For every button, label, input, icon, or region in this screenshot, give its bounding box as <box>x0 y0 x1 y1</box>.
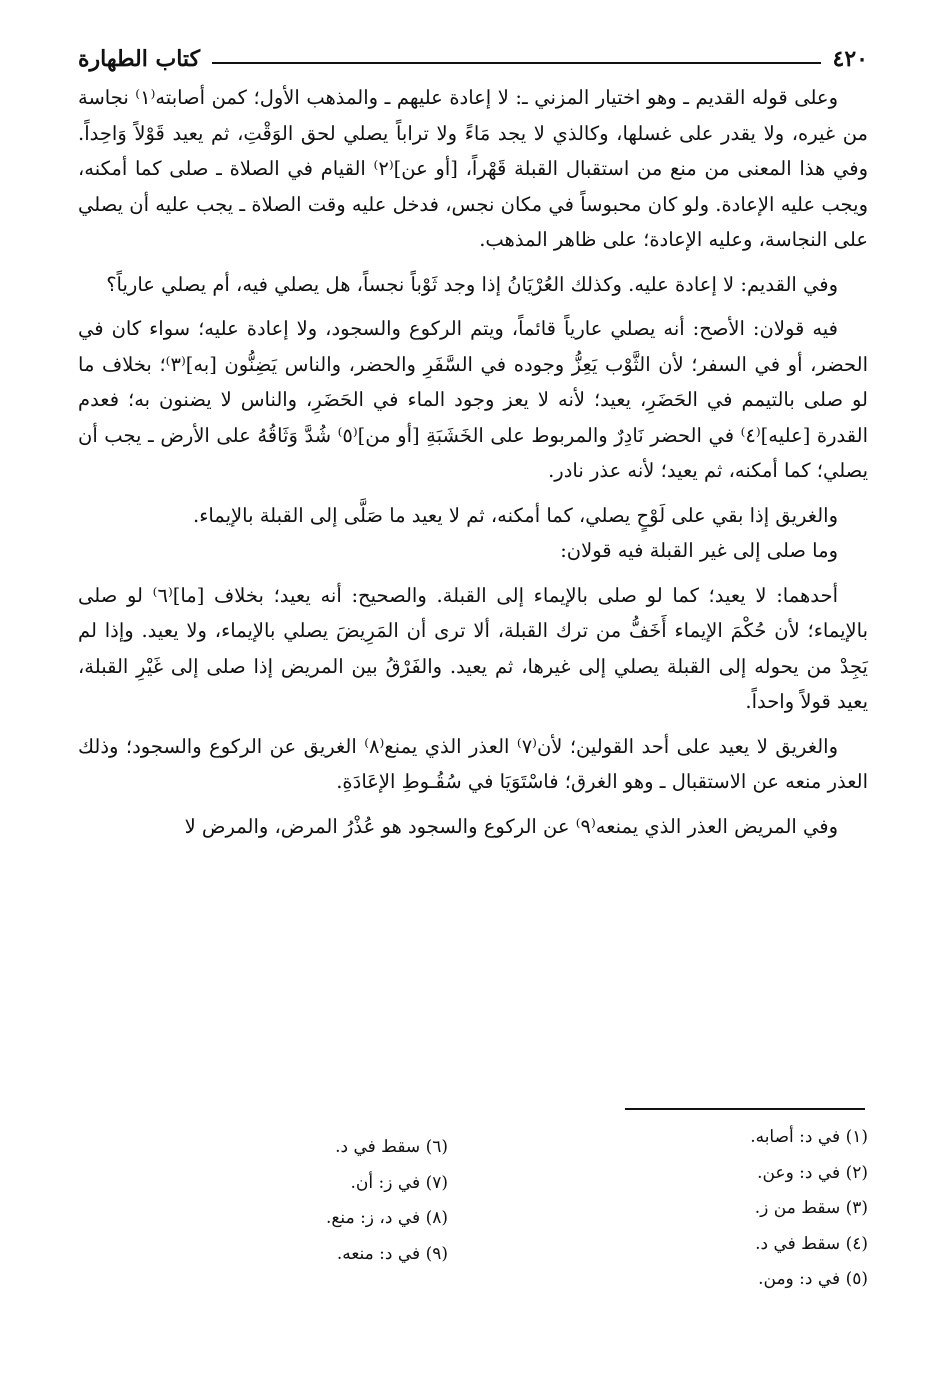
paragraph: والغريق إذا بقي على لَوْحٍ يصلي، كما أمكنه، ثم لا يعيد ما صَلَّى إلى القبلة بالإيماء. <box>193 503 838 527</box>
footnotes-left-column <box>108 1120 448 1300</box>
book-title: كتاب الطهارة <box>78 46 201 72</box>
page-header <box>78 32 868 72</box>
footnote: (٧) في ز: أن. <box>350 1172 448 1193</box>
footnotes-right-column <box>528 1120 868 1300</box>
footnote: (٦) سقط في د. <box>335 1137 448 1157</box>
footnote: (٢) في د: وعن. <box>757 1162 868 1183</box>
paragraph: فيه قولان: الأصح: أنه يصلي عارياً قائماً، ويتم الركوع والسجود، ولا إعادة عليه؛ سواء كان في الحضر، أو في السفر؛ لأن الثَّوْب يَعِزُّ وجوده في السَّفَرِ والحضر، والناس يَضِنُّون [به]⁽٣⁾؛ بخلاف ما لو صلى بالتيمم في الحَضَرِ، يعيد؛ لأنه لا يعز وجود الماء في الحَضَرِ، والناس لا يضنون به؛ فعدم القدرة [عليه]⁽٤⁾ في الحضر نَادِرٌ والمربوط على الخَشَبَةِ [أو من]⁽٥⁾ شُدَّ وَثَاقُهُ على الأرض ـ يجب أن يصلي؛ كما أمكنه، ثم يعيد؛ لأنه عذر نادر. <box>78 317 868 482</box>
footnote-separator <box>625 1108 865 1110</box>
paragraph: وعلى قوله القديم ـ وهو اختيار المزني ـ: لا إعادة عليهم ـ والمذهب الأول؛ كمن أصابته⁽١⁾ نجاسة من غيره، ولا يقدر على غسلها، وكالذي لا يجد مَاءً ولا تراباً يصلي لحق الوَقْتِ، ثم يعيد قَوْلاً وَاحِداً. وفي هذا المعنى من منع من استقبال القبلة قَهْراً، [أو عن]⁽٢⁾ القيام في الصلاة ـ صلى كما أمكنه، ويجب عليه الإعادة. ولو كان محبوساً في مكان نجس، فدخل عليه وقت الصلاة ـ يجب عليه أن يصلي على النجاسة، وعليه الإعادة؛ على ظاهر المذهب. <box>78 86 868 251</box>
footnote: (١) في د: أصابه. <box>750 1127 868 1147</box>
paragraph: وما صلى إلى غير القبلة فيه قولان: <box>560 539 838 562</box>
footnote: (٨) في د، ز: منع. <box>325 1208 448 1228</box>
header-rule <box>212 62 821 64</box>
footnotes <box>78 1120 868 1300</box>
page-number: ٤٢٠ <box>832 46 868 72</box>
footnote: (٥) في د: ومن. <box>758 1269 868 1289</box>
paragraph: وفي المريض العذر الذي يمنعه⁽٩⁾ عن الركوع والسجود هو عُذْرُ المرض، والمرض لا <box>184 814 838 838</box>
footnote: (٩) في د: منعه. <box>336 1243 448 1264</box>
footnote: (٤) سقط في د. <box>755 1233 868 1254</box>
paragraph: أحدهما: لا يعيد؛ كما لو صلى بالإيماء إلى القبلة. والصحيح: أنه يعيد؛ بخلاف [ما]⁽٦⁾ لو صلى بالإيماء؛ لأن حُكْمَ الإيماء أَخَفُّ من ترك القبلة، ألا ترى أن المَرِيضَ يصلي بالإيماء، ولا يعيد. وإذا لم يَجِدْ من يحوله إلى القبلة يصلي إلى غيرها، ثم يعيد. والفَرْقُ بين المريض إذا صلى إلى غَيْرِ القبلة، يعيد قولاً واحداً. <box>78 583 868 713</box>
paragraph: والغريق لا يعيد على أحد القولين؛ لأن⁽٧⁾ العذر الذي يمنع⁽٨⁾ الغريق عن الركوع والسجود؛ وذلك العذر منعه عن الاستقبال ـ وهو الغرق؛ فاسْتَوَيَا في سُقُـوطِ الإعَادَةِ. <box>78 734 868 793</box>
footnote: (٣) سقط من ز. <box>754 1198 868 1218</box>
paragraph: وفي القديم: لا إعادة عليه. وكذلك العُرْيَانُ إذا وجد ثَوْباً نجساً، هل يصلي فيه، أم يصلي عارياً؟ <box>106 272 838 296</box>
main-text <box>78 80 868 853</box>
